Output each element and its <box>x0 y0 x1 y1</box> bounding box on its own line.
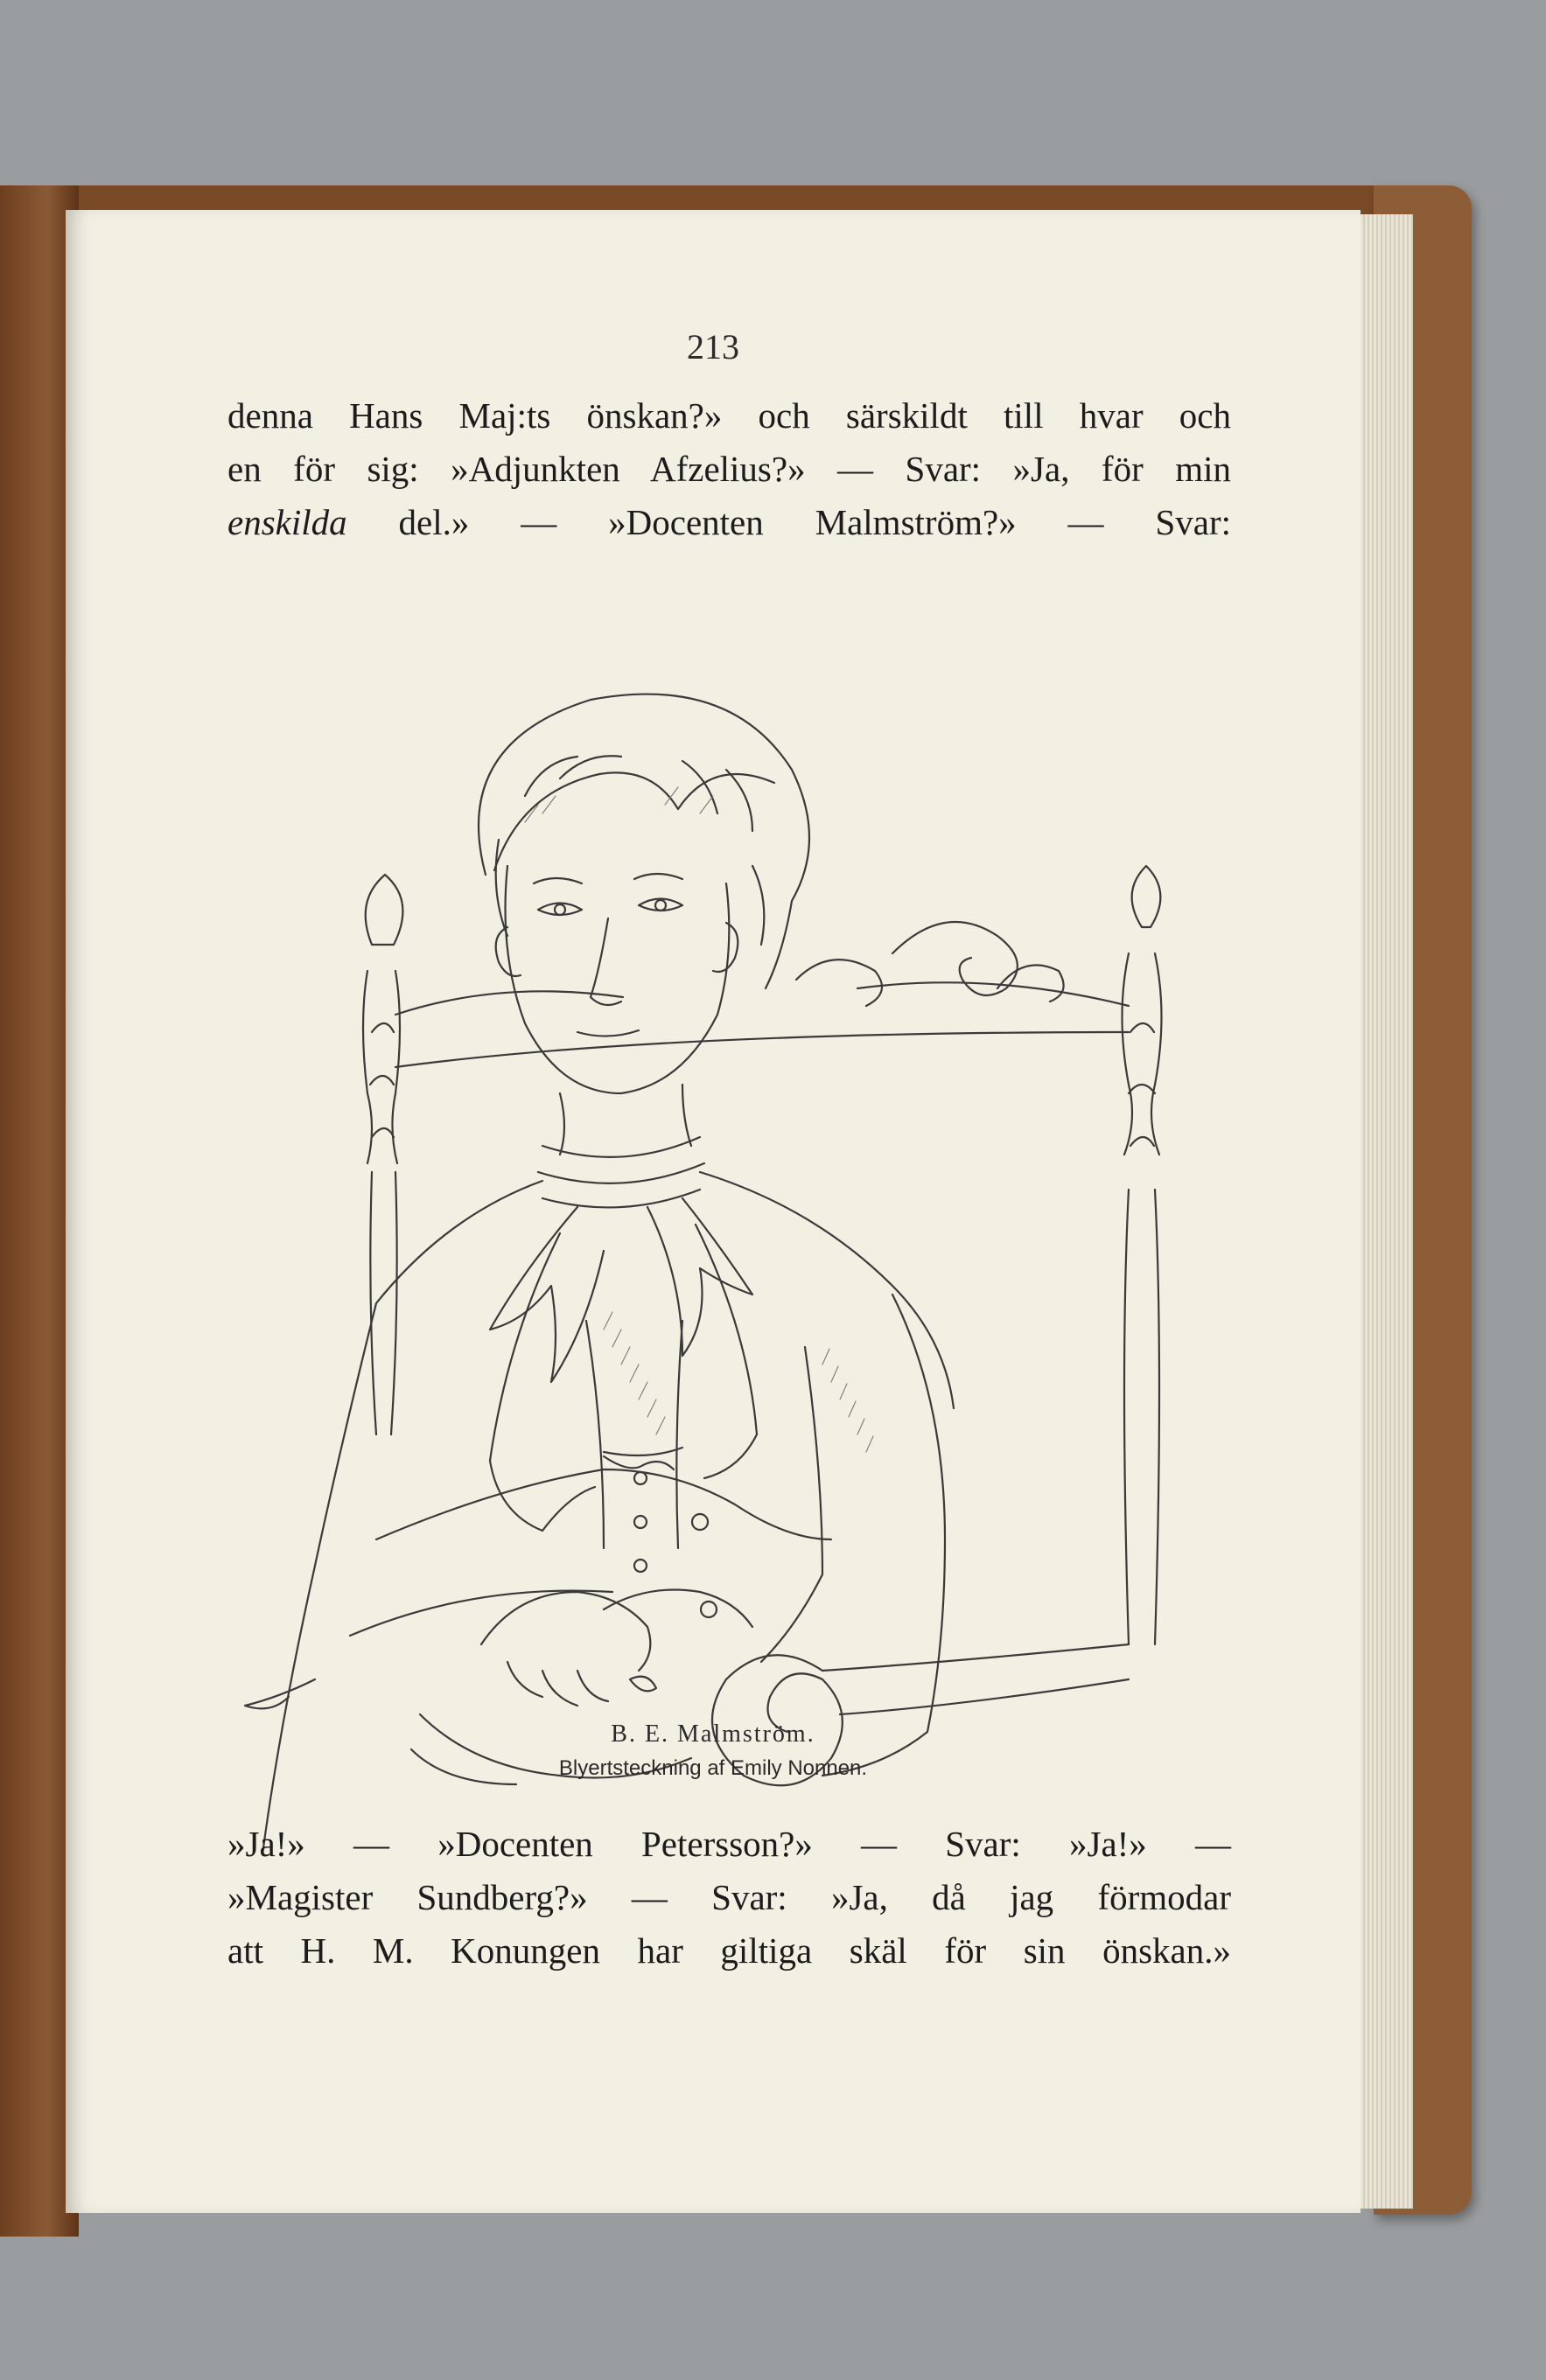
bottom-paragraph <box>227 1818 1231 1978</box>
caption-name: B. E. Malmström. <box>611 1720 815 1748</box>
text-line: denna Hans Maj:ts önskan?» och särskildt till hvar och <box>227 395 1231 436</box>
caption-credit: Blyertsteckning af Emily Nonnen. <box>558 1756 868 1780</box>
text-line: en för sig: »Adjunkten Afzelius?» — Svar: »Ja, för min <box>227 449 1231 489</box>
page-edges <box>1352 214 1413 2209</box>
text-line: att H. M. Konungen har giltiga skäl för sin önskan.» <box>227 1930 1231 1971</box>
text-line: »Ja!» — »Docenten Petersson?» — Svar: »Ja!» — <box>227 1824 1231 1864</box>
text-line-rest: del.» — »Docenten Malmström?» — Svar: <box>346 502 1231 542</box>
italic-word: enskilda <box>227 502 347 542</box>
book-page <box>66 210 1361 2213</box>
text-line <box>227 496 1231 549</box>
page-number: 213 <box>687 327 739 366</box>
top-paragraph <box>227 389 1231 549</box>
text-line: »Magister Sundberg?» — Svar: »Ja, då jag förmodar <box>227 1877 1231 1917</box>
